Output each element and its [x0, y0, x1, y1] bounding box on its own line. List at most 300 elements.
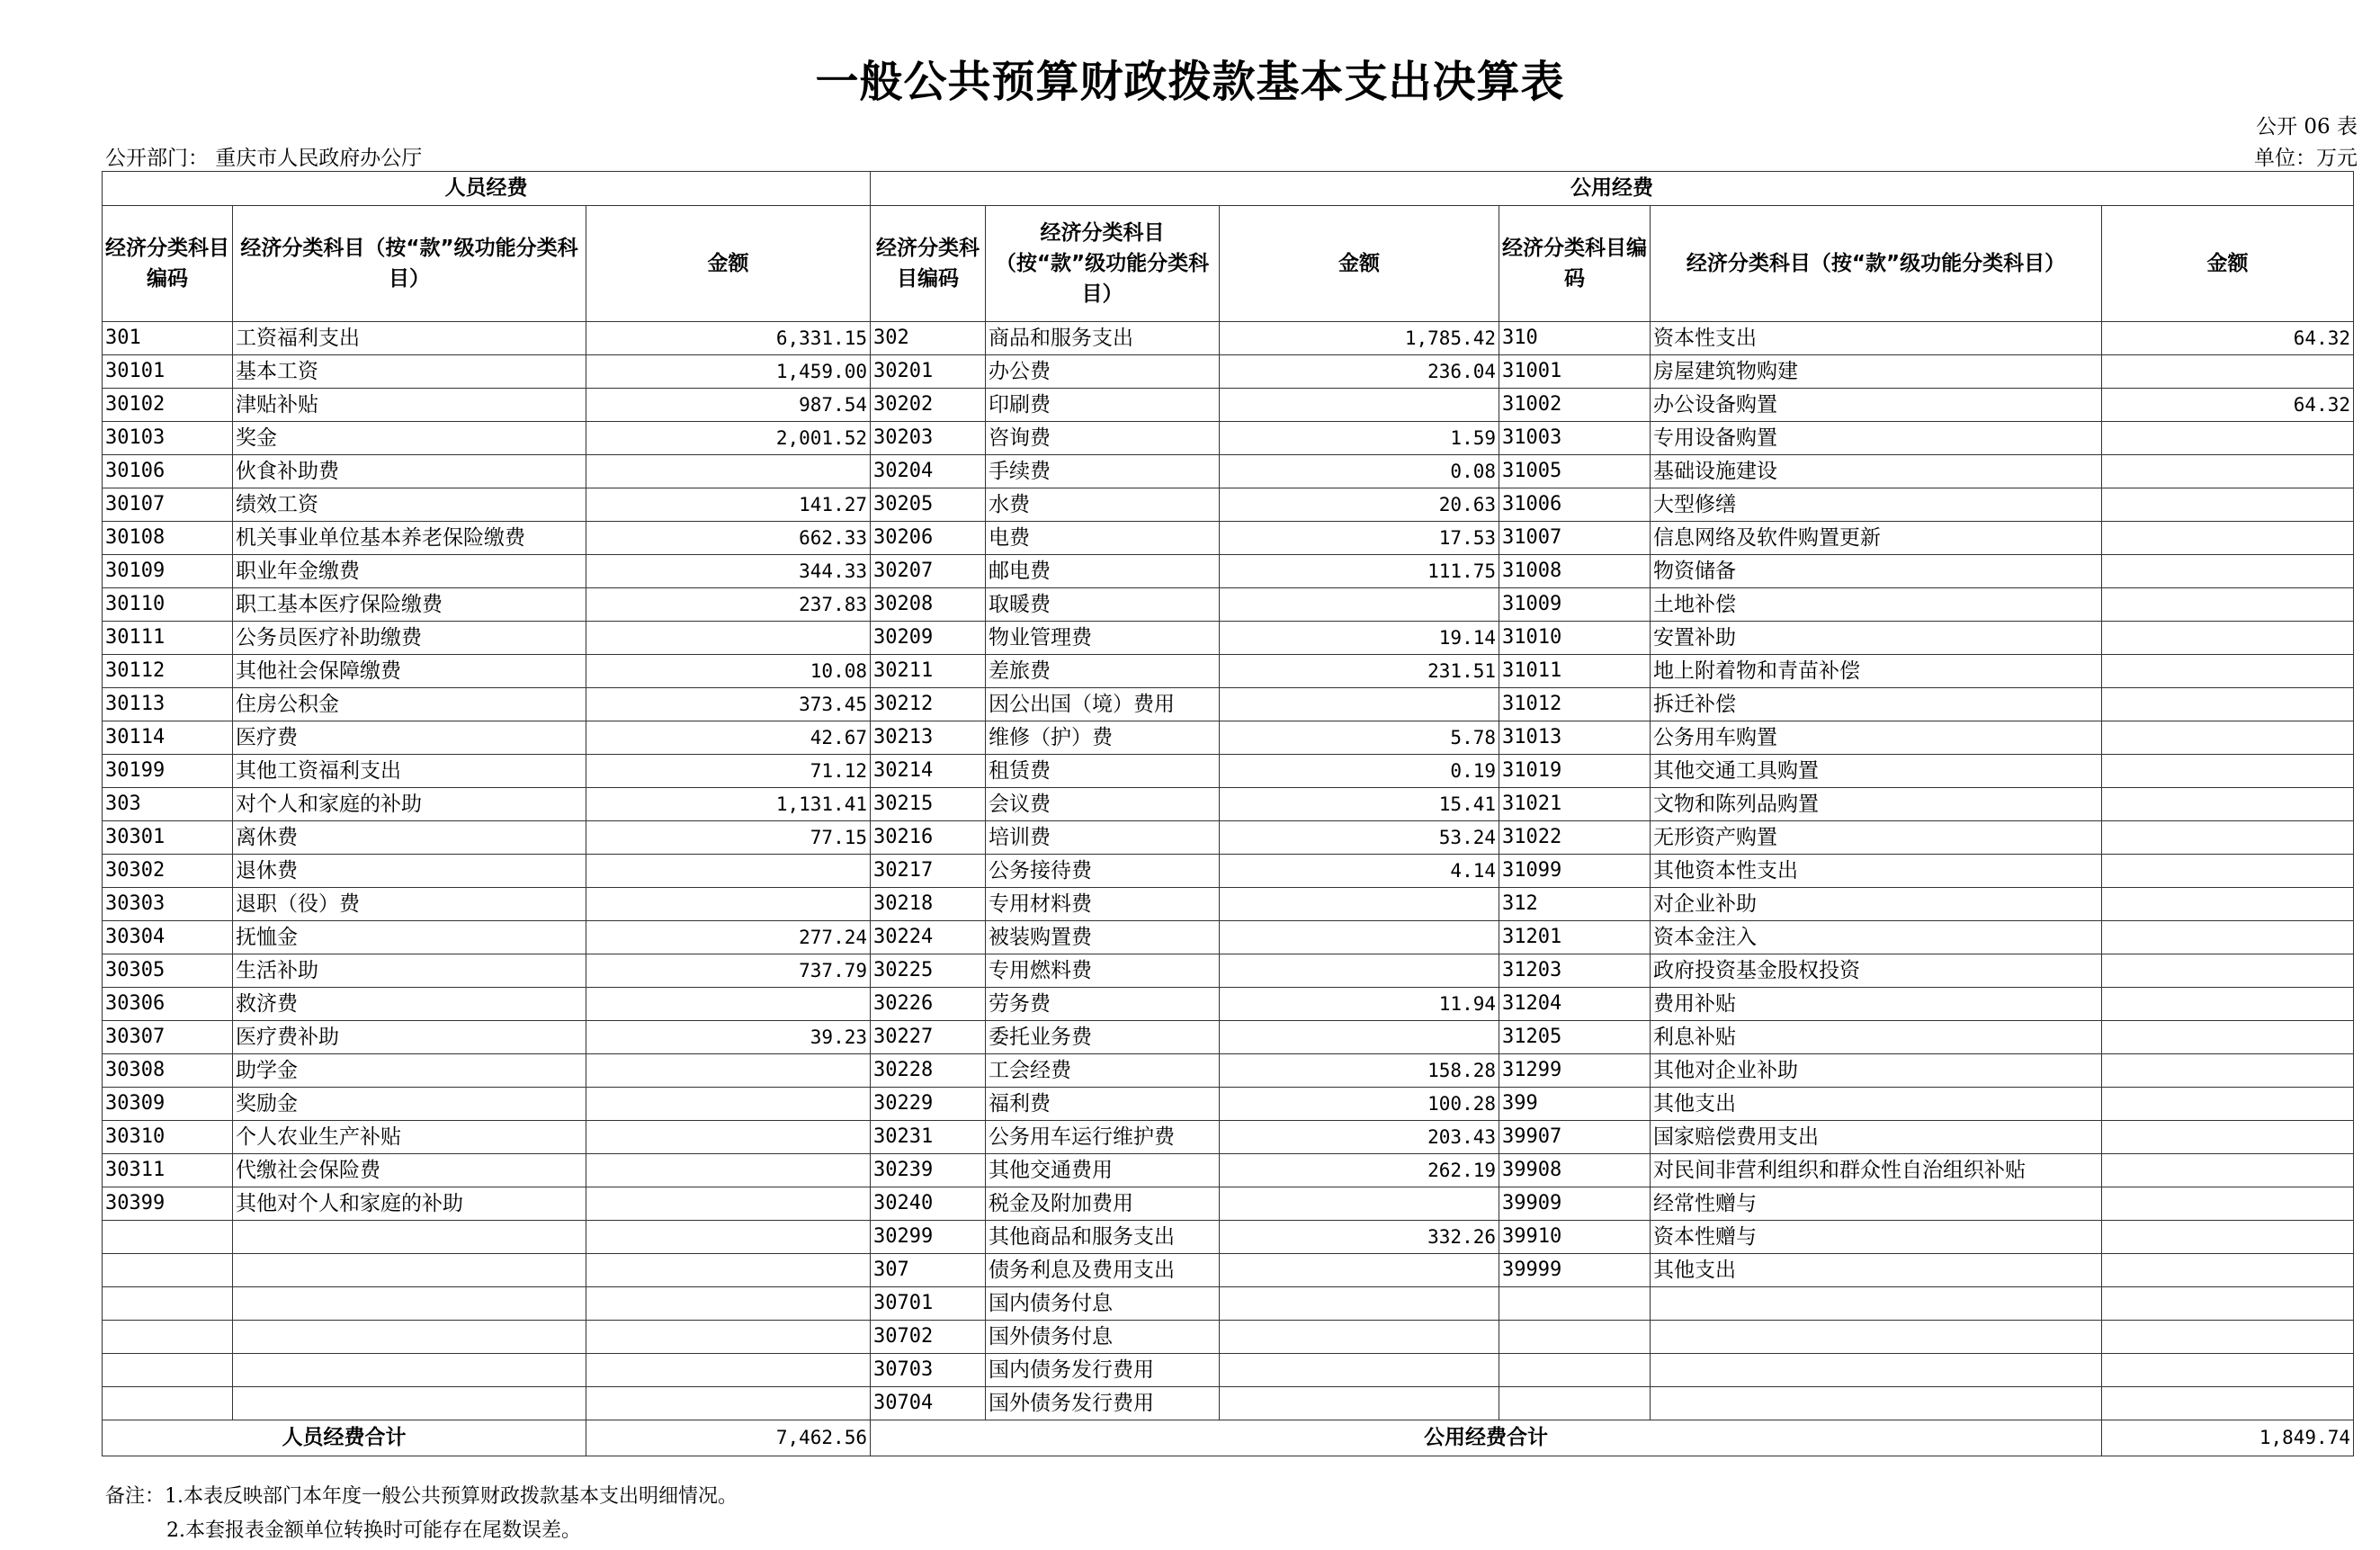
code-cell	[103, 1354, 233, 1387]
name-cell: 拆迁补偿	[1651, 688, 2102, 721]
code-cell: 30114	[103, 721, 233, 755]
code-cell: 30228	[871, 1054, 986, 1088]
code-cell: 39910	[1499, 1221, 1651, 1254]
name-cell: 绩效工资	[233, 488, 586, 522]
amount-cell	[1220, 1021, 1499, 1054]
name-cell: 住房公积金	[233, 688, 586, 721]
code-cell	[1499, 1387, 1651, 1420]
code-cell: 312	[1499, 888, 1651, 921]
code-cell	[103, 1321, 233, 1354]
amount-cell	[2102, 888, 2354, 921]
amount-cell: 4.14	[1220, 855, 1499, 888]
totals-row	[103, 1420, 2354, 1456]
code-cell: 31007	[1499, 522, 1651, 555]
table-row	[103, 355, 2354, 389]
amount-cell: 262.19	[1220, 1154, 1499, 1187]
amount-cell	[2102, 1321, 2354, 1354]
name-cell: 维修（护）费	[986, 721, 1220, 755]
col-header-amount: 金额	[2102, 206, 2354, 322]
table-row	[103, 954, 2354, 988]
code-cell: 31003	[1499, 422, 1651, 455]
name-cell: 对企业补助	[1651, 888, 2102, 921]
table-row	[103, 1254, 2354, 1287]
table-number: 公开 06 表	[2256, 115, 2358, 139]
amount-cell	[1220, 688, 1499, 721]
name-cell: 其他工资福利支出	[233, 755, 586, 788]
code-cell: 31203	[1499, 954, 1651, 988]
table-row	[103, 622, 2354, 655]
code-cell: 30704	[871, 1387, 986, 1420]
name-cell	[233, 1254, 586, 1287]
table-row	[103, 1354, 2354, 1387]
unit-label: 单位：万元	[2254, 147, 2358, 170]
code-cell: 30240	[871, 1187, 986, 1221]
col-header-code: 经济分类科目编码	[103, 206, 233, 322]
name-cell: 福利费	[986, 1088, 1220, 1121]
amount-cell	[2102, 422, 2354, 455]
table-row	[103, 655, 2354, 688]
table-row	[103, 588, 2354, 622]
table-row	[103, 788, 2354, 821]
name-cell: 其他交通工具购置	[1651, 755, 2102, 788]
name-cell: 国外债务付息	[986, 1321, 1220, 1354]
name-cell: 公务员医疗补助缴费	[233, 622, 586, 655]
name-cell: 国内债务付息	[986, 1287, 1220, 1321]
table-row	[103, 1054, 2354, 1088]
amount-cell	[1220, 1254, 1499, 1287]
amount-cell: 1.59	[1220, 422, 1499, 455]
amount-cell: 15.41	[1220, 788, 1499, 821]
code-cell: 31201	[1499, 921, 1651, 954]
code-cell: 31010	[1499, 622, 1651, 655]
code-cell: 302	[871, 322, 986, 355]
name-cell: 取暖费	[986, 588, 1220, 622]
name-cell: 专用燃料费	[986, 954, 1220, 988]
col-header-name: 经济分类科目（按“款”级功能分类科目）	[233, 206, 586, 322]
amount-cell: 20.63	[1220, 488, 1499, 522]
code-cell: 30211	[871, 655, 986, 688]
code-cell: 30227	[871, 1021, 986, 1054]
table-row	[103, 721, 2354, 755]
amount-cell	[2102, 1387, 2354, 1420]
amount-cell: 19.14	[1220, 622, 1499, 655]
note-line-1: 备注：1.本表反映部门本年度一般公共预算财政拨款基本支出明细情况。	[105, 1485, 738, 1508]
name-cell: 助学金	[233, 1054, 586, 1088]
code-cell: 30205	[871, 488, 986, 522]
amount-cell: 39.23	[586, 1021, 871, 1054]
amount-cell	[2102, 655, 2354, 688]
note-line-2: 2.本套报表金额单位转换时可能存在尾数误差。	[166, 1519, 581, 1542]
code-cell: 30225	[871, 954, 986, 988]
name-cell: 费用补贴	[1651, 988, 2102, 1021]
code-cell: 30109	[103, 555, 233, 588]
code-cell: 31008	[1499, 555, 1651, 588]
table-row	[103, 522, 2354, 555]
amount-cell: 1,131.41	[586, 788, 871, 821]
expenditure-table	[102, 171, 2354, 1456]
amount-cell	[2102, 988, 2354, 1021]
code-cell: 31099	[1499, 855, 1651, 888]
code-cell: 30299	[871, 1221, 986, 1254]
amount-cell	[2102, 555, 2354, 588]
name-cell: 无形资产购置	[1651, 821, 2102, 855]
code-cell	[103, 1221, 233, 1254]
code-cell: 31013	[1499, 721, 1651, 755]
code-cell: 30208	[871, 588, 986, 622]
code-cell: 399	[1499, 1088, 1651, 1121]
amount-cell	[2102, 1088, 2354, 1121]
name-cell: 物业管理费	[986, 622, 1220, 655]
amount-cell: 42.67	[586, 721, 871, 755]
name-cell	[1651, 1387, 2102, 1420]
name-cell: 抚恤金	[233, 921, 586, 954]
name-cell: 经常性赠与	[1651, 1187, 2102, 1221]
code-cell: 30702	[871, 1321, 986, 1354]
amount-cell	[2102, 622, 2354, 655]
code-cell: 30108	[103, 522, 233, 555]
code-cell: 39908	[1499, 1154, 1651, 1187]
name-cell: 物资储备	[1651, 555, 2102, 588]
amount-cell	[2102, 755, 2354, 788]
name-cell: 其他交通费用	[986, 1154, 1220, 1187]
code-cell: 31019	[1499, 755, 1651, 788]
name-cell: 医疗费补助	[233, 1021, 586, 1054]
name-cell: 对民间非营利组织和群众性自治组织补贴	[1651, 1154, 2102, 1187]
name-cell: 专用材料费	[986, 888, 1220, 921]
code-cell: 30305	[103, 954, 233, 988]
amount-cell	[1220, 1387, 1499, 1420]
name-cell: 救济费	[233, 988, 586, 1021]
name-cell: 邮电费	[986, 555, 1220, 588]
name-cell: 基础设施建设	[1651, 455, 2102, 488]
name-cell: 税金及附加费用	[986, 1187, 1220, 1221]
amount-cell	[2102, 1054, 2354, 1088]
amount-cell: 64.32	[2102, 322, 2354, 355]
amount-cell	[586, 1054, 871, 1088]
name-cell: 国内债务发行费用	[986, 1354, 1220, 1387]
amount-cell	[586, 1187, 871, 1221]
code-cell: 30229	[871, 1088, 986, 1121]
name-cell: 咨询费	[986, 422, 1220, 455]
amount-cell	[586, 1354, 871, 1387]
name-cell: 公务接待费	[986, 855, 1220, 888]
department-label: 公开部门： 重庆市人民政府办公厅	[105, 147, 423, 170]
name-cell: 专用设备购置	[1651, 422, 2102, 455]
code-cell: 30226	[871, 988, 986, 1021]
amount-cell: 5.78	[1220, 721, 1499, 755]
name-cell: 工会经费	[986, 1054, 1220, 1088]
table-row	[103, 755, 2354, 788]
amount-cell	[2102, 1187, 2354, 1221]
amount-cell	[2102, 522, 2354, 555]
name-cell: 退休费	[233, 855, 586, 888]
col-header-name: 经济分类科目（按“款”级功能分类科目）	[986, 206, 1220, 322]
code-cell: 31299	[1499, 1054, 1651, 1088]
code-cell: 31009	[1499, 588, 1651, 622]
name-cell: 其他商品和服务支出	[986, 1221, 1220, 1254]
amount-cell	[1220, 1321, 1499, 1354]
table-row	[103, 1187, 2354, 1221]
name-cell: 劳务费	[986, 988, 1220, 1021]
name-cell: 房屋建筑物购建	[1651, 355, 2102, 389]
public-total-label: 公用经费合计	[871, 1420, 2102, 1456]
amount-cell	[586, 1254, 871, 1287]
table-row	[103, 1287, 2354, 1321]
code-cell: 301	[103, 322, 233, 355]
code-cell: 30239	[871, 1154, 986, 1187]
page-title: 一般公共预算财政拨款基本支出决算表	[815, 57, 1565, 107]
code-cell: 30703	[871, 1354, 986, 1387]
amount-cell: 158.28	[1220, 1054, 1499, 1088]
code-cell: 303	[103, 788, 233, 821]
table-row	[103, 888, 2354, 921]
name-cell: 退职（役）费	[233, 888, 586, 921]
amount-cell	[586, 1154, 871, 1187]
name-cell: 电费	[986, 522, 1220, 555]
code-cell: 30309	[103, 1088, 233, 1121]
amount-cell: 2,001.52	[586, 422, 871, 455]
name-cell	[233, 1354, 586, 1387]
col-header-code: 经济分类科目编码	[871, 206, 986, 322]
amount-cell: 277.24	[586, 921, 871, 954]
personnel-section-header: 人员经费	[103, 172, 871, 206]
name-cell: 安置补助	[1651, 622, 2102, 655]
code-cell: 31012	[1499, 688, 1651, 721]
public-total-value: 1,849.74	[2102, 1420, 2354, 1456]
amount-cell	[1220, 1287, 1499, 1321]
amount-cell	[2102, 1287, 2354, 1321]
name-cell: 文物和陈列品购置	[1651, 788, 2102, 821]
code-cell: 30303	[103, 888, 233, 921]
code-cell: 30112	[103, 655, 233, 688]
table-row	[103, 1387, 2354, 1420]
name-cell: 其他资本性支出	[1651, 855, 2102, 888]
amount-cell: 1,785.42	[1220, 322, 1499, 355]
code-cell: 31205	[1499, 1021, 1651, 1054]
col-header-amount: 金额	[586, 206, 871, 322]
table-row	[103, 855, 2354, 888]
name-cell: 印刷费	[986, 389, 1220, 422]
name-cell: 政府投资基金股权投资	[1651, 954, 2102, 988]
name-cell: 职工基本医疗保险缴费	[233, 588, 586, 622]
amount-cell	[2102, 821, 2354, 855]
amount-cell	[2102, 688, 2354, 721]
amount-cell	[2102, 1154, 2354, 1187]
amount-cell: 332.26	[1220, 1221, 1499, 1254]
table-row	[103, 1321, 2354, 1354]
amount-cell: 987.54	[586, 389, 871, 422]
amount-cell: 111.75	[1220, 555, 1499, 588]
code-cell: 30399	[103, 1187, 233, 1221]
name-cell: 奖金	[233, 422, 586, 455]
name-cell: 代缴社会保险费	[233, 1154, 586, 1187]
personnel-total-value: 7,462.56	[586, 1420, 871, 1456]
code-cell: 30101	[103, 355, 233, 389]
amount-cell: 237.83	[586, 588, 871, 622]
code-cell: 30214	[871, 755, 986, 788]
code-cell: 39909	[1499, 1187, 1651, 1221]
table-row	[103, 488, 2354, 522]
amount-cell: 0.08	[1220, 455, 1499, 488]
code-cell: 30102	[103, 389, 233, 422]
amount-cell	[1220, 921, 1499, 954]
code-cell: 30304	[103, 921, 233, 954]
table-row	[103, 1121, 2354, 1154]
code-cell: 30311	[103, 1154, 233, 1187]
code-cell	[1499, 1321, 1651, 1354]
code-cell: 30207	[871, 555, 986, 588]
table-row	[103, 1221, 2354, 1254]
table-row	[103, 455, 2354, 488]
code-cell: 30217	[871, 855, 986, 888]
code-cell: 30204	[871, 455, 986, 488]
amount-cell	[586, 1121, 871, 1154]
amount-cell	[1220, 389, 1499, 422]
amount-cell	[1220, 588, 1499, 622]
amount-cell: 1,459.00	[586, 355, 871, 389]
name-cell: 国外债务发行费用	[986, 1387, 1220, 1420]
amount-cell	[586, 455, 871, 488]
code-cell	[103, 1254, 233, 1287]
code-cell: 31005	[1499, 455, 1651, 488]
personnel-total-label: 人员经费合计	[103, 1420, 586, 1456]
code-cell: 30213	[871, 721, 986, 755]
name-cell: 离休费	[233, 821, 586, 855]
name-cell	[1651, 1287, 2102, 1321]
name-cell: 因公出国（境）费用	[986, 688, 1220, 721]
code-cell: 31011	[1499, 655, 1651, 688]
amount-cell	[2102, 855, 2354, 888]
code-cell: 30201	[871, 355, 986, 389]
name-cell: 其他支出	[1651, 1088, 2102, 1121]
table-row	[103, 1021, 2354, 1054]
code-cell: 31001	[1499, 355, 1651, 389]
code-cell: 30701	[871, 1287, 986, 1321]
amount-cell	[2102, 954, 2354, 988]
code-cell: 30103	[103, 422, 233, 455]
code-cell: 30111	[103, 622, 233, 655]
amount-cell: 0.19	[1220, 755, 1499, 788]
name-cell: 津贴补贴	[233, 389, 586, 422]
amount-cell: 71.12	[586, 755, 871, 788]
amount-cell	[586, 622, 871, 655]
amount-cell	[2102, 1354, 2354, 1387]
code-cell: 31204	[1499, 988, 1651, 1021]
name-cell: 被装购置费	[986, 921, 1220, 954]
section-header-row	[103, 172, 2354, 206]
code-cell: 30113	[103, 688, 233, 721]
name-cell: 大型修缮	[1651, 488, 2102, 522]
name-cell	[233, 1221, 586, 1254]
name-cell: 水费	[986, 488, 1220, 522]
amount-cell: 373.45	[586, 688, 871, 721]
amount-cell: 344.33	[586, 555, 871, 588]
name-cell: 工资福利支出	[233, 322, 586, 355]
name-cell	[1651, 1354, 2102, 1387]
name-cell: 对个人和家庭的补助	[233, 788, 586, 821]
code-cell: 30306	[103, 988, 233, 1021]
name-cell: 差旅费	[986, 655, 1220, 688]
code-cell: 30215	[871, 788, 986, 821]
code-cell: 307	[871, 1254, 986, 1287]
code-cell: 30310	[103, 1121, 233, 1154]
code-cell: 30107	[103, 488, 233, 522]
code-cell: 30212	[871, 688, 986, 721]
table-row	[103, 921, 2354, 954]
amount-cell: 10.08	[586, 655, 871, 688]
amount-cell	[586, 988, 871, 1021]
amount-cell	[2102, 355, 2354, 389]
amount-cell	[1220, 1187, 1499, 1221]
name-cell: 培训费	[986, 821, 1220, 855]
name-cell	[1651, 1321, 2102, 1354]
code-cell: 30106	[103, 455, 233, 488]
name-cell: 资本金注入	[1651, 921, 2102, 954]
code-cell	[103, 1387, 233, 1420]
name-cell	[233, 1387, 586, 1420]
name-cell: 债务利息及费用支出	[986, 1254, 1220, 1287]
code-cell	[103, 1287, 233, 1321]
amount-cell	[1220, 888, 1499, 921]
code-cell: 310	[1499, 322, 1651, 355]
table-row	[103, 389, 2354, 422]
amount-cell	[586, 1387, 871, 1420]
name-cell: 生活补助	[233, 954, 586, 988]
amount-cell	[1220, 954, 1499, 988]
amount-cell	[586, 888, 871, 921]
code-cell: 30307	[103, 1021, 233, 1054]
amount-cell: 6,331.15	[586, 322, 871, 355]
code-cell: 30308	[103, 1054, 233, 1088]
table-row	[103, 821, 2354, 855]
amount-cell: 64.32	[2102, 389, 2354, 422]
amount-cell: 737.79	[586, 954, 871, 988]
name-cell: 地上附着物和青苗补偿	[1651, 655, 2102, 688]
public-section-header: 公用经费	[871, 172, 2354, 206]
amount-cell: 203.43	[1220, 1121, 1499, 1154]
column-header-row	[103, 206, 2354, 322]
name-cell: 公务用车运行维护费	[986, 1121, 1220, 1154]
table-row	[103, 1154, 2354, 1187]
name-cell: 国家赔偿费用支出	[1651, 1121, 2102, 1154]
name-cell: 基本工资	[233, 355, 586, 389]
code-cell: 30301	[103, 821, 233, 855]
amount-cell	[2102, 788, 2354, 821]
amount-cell	[2102, 488, 2354, 522]
col-header-amount: 金额	[1220, 206, 1499, 322]
name-cell: 办公设备购置	[1651, 389, 2102, 422]
amount-cell	[2102, 721, 2354, 755]
col-header-name: 经济分类科目（按“款”级功能分类科目）	[1651, 206, 2102, 322]
name-cell: 公务用车购置	[1651, 721, 2102, 755]
table-row	[103, 1088, 2354, 1121]
code-cell	[1499, 1354, 1651, 1387]
name-cell: 个人农业生产补贴	[233, 1121, 586, 1154]
name-cell: 其他对个人和家庭的补助	[233, 1187, 586, 1221]
table-row	[103, 988, 2354, 1021]
amount-cell	[2102, 455, 2354, 488]
amount-cell: 77.15	[586, 821, 871, 855]
name-cell: 办公费	[986, 355, 1220, 389]
amount-cell	[586, 1088, 871, 1121]
name-cell: 委托业务费	[986, 1021, 1220, 1054]
name-cell: 土地补偿	[1651, 588, 2102, 622]
name-cell: 租赁费	[986, 755, 1220, 788]
table-row	[103, 322, 2354, 355]
amount-cell	[2102, 1254, 2354, 1287]
code-cell: 30224	[871, 921, 986, 954]
name-cell: 商品和服务支出	[986, 322, 1220, 355]
